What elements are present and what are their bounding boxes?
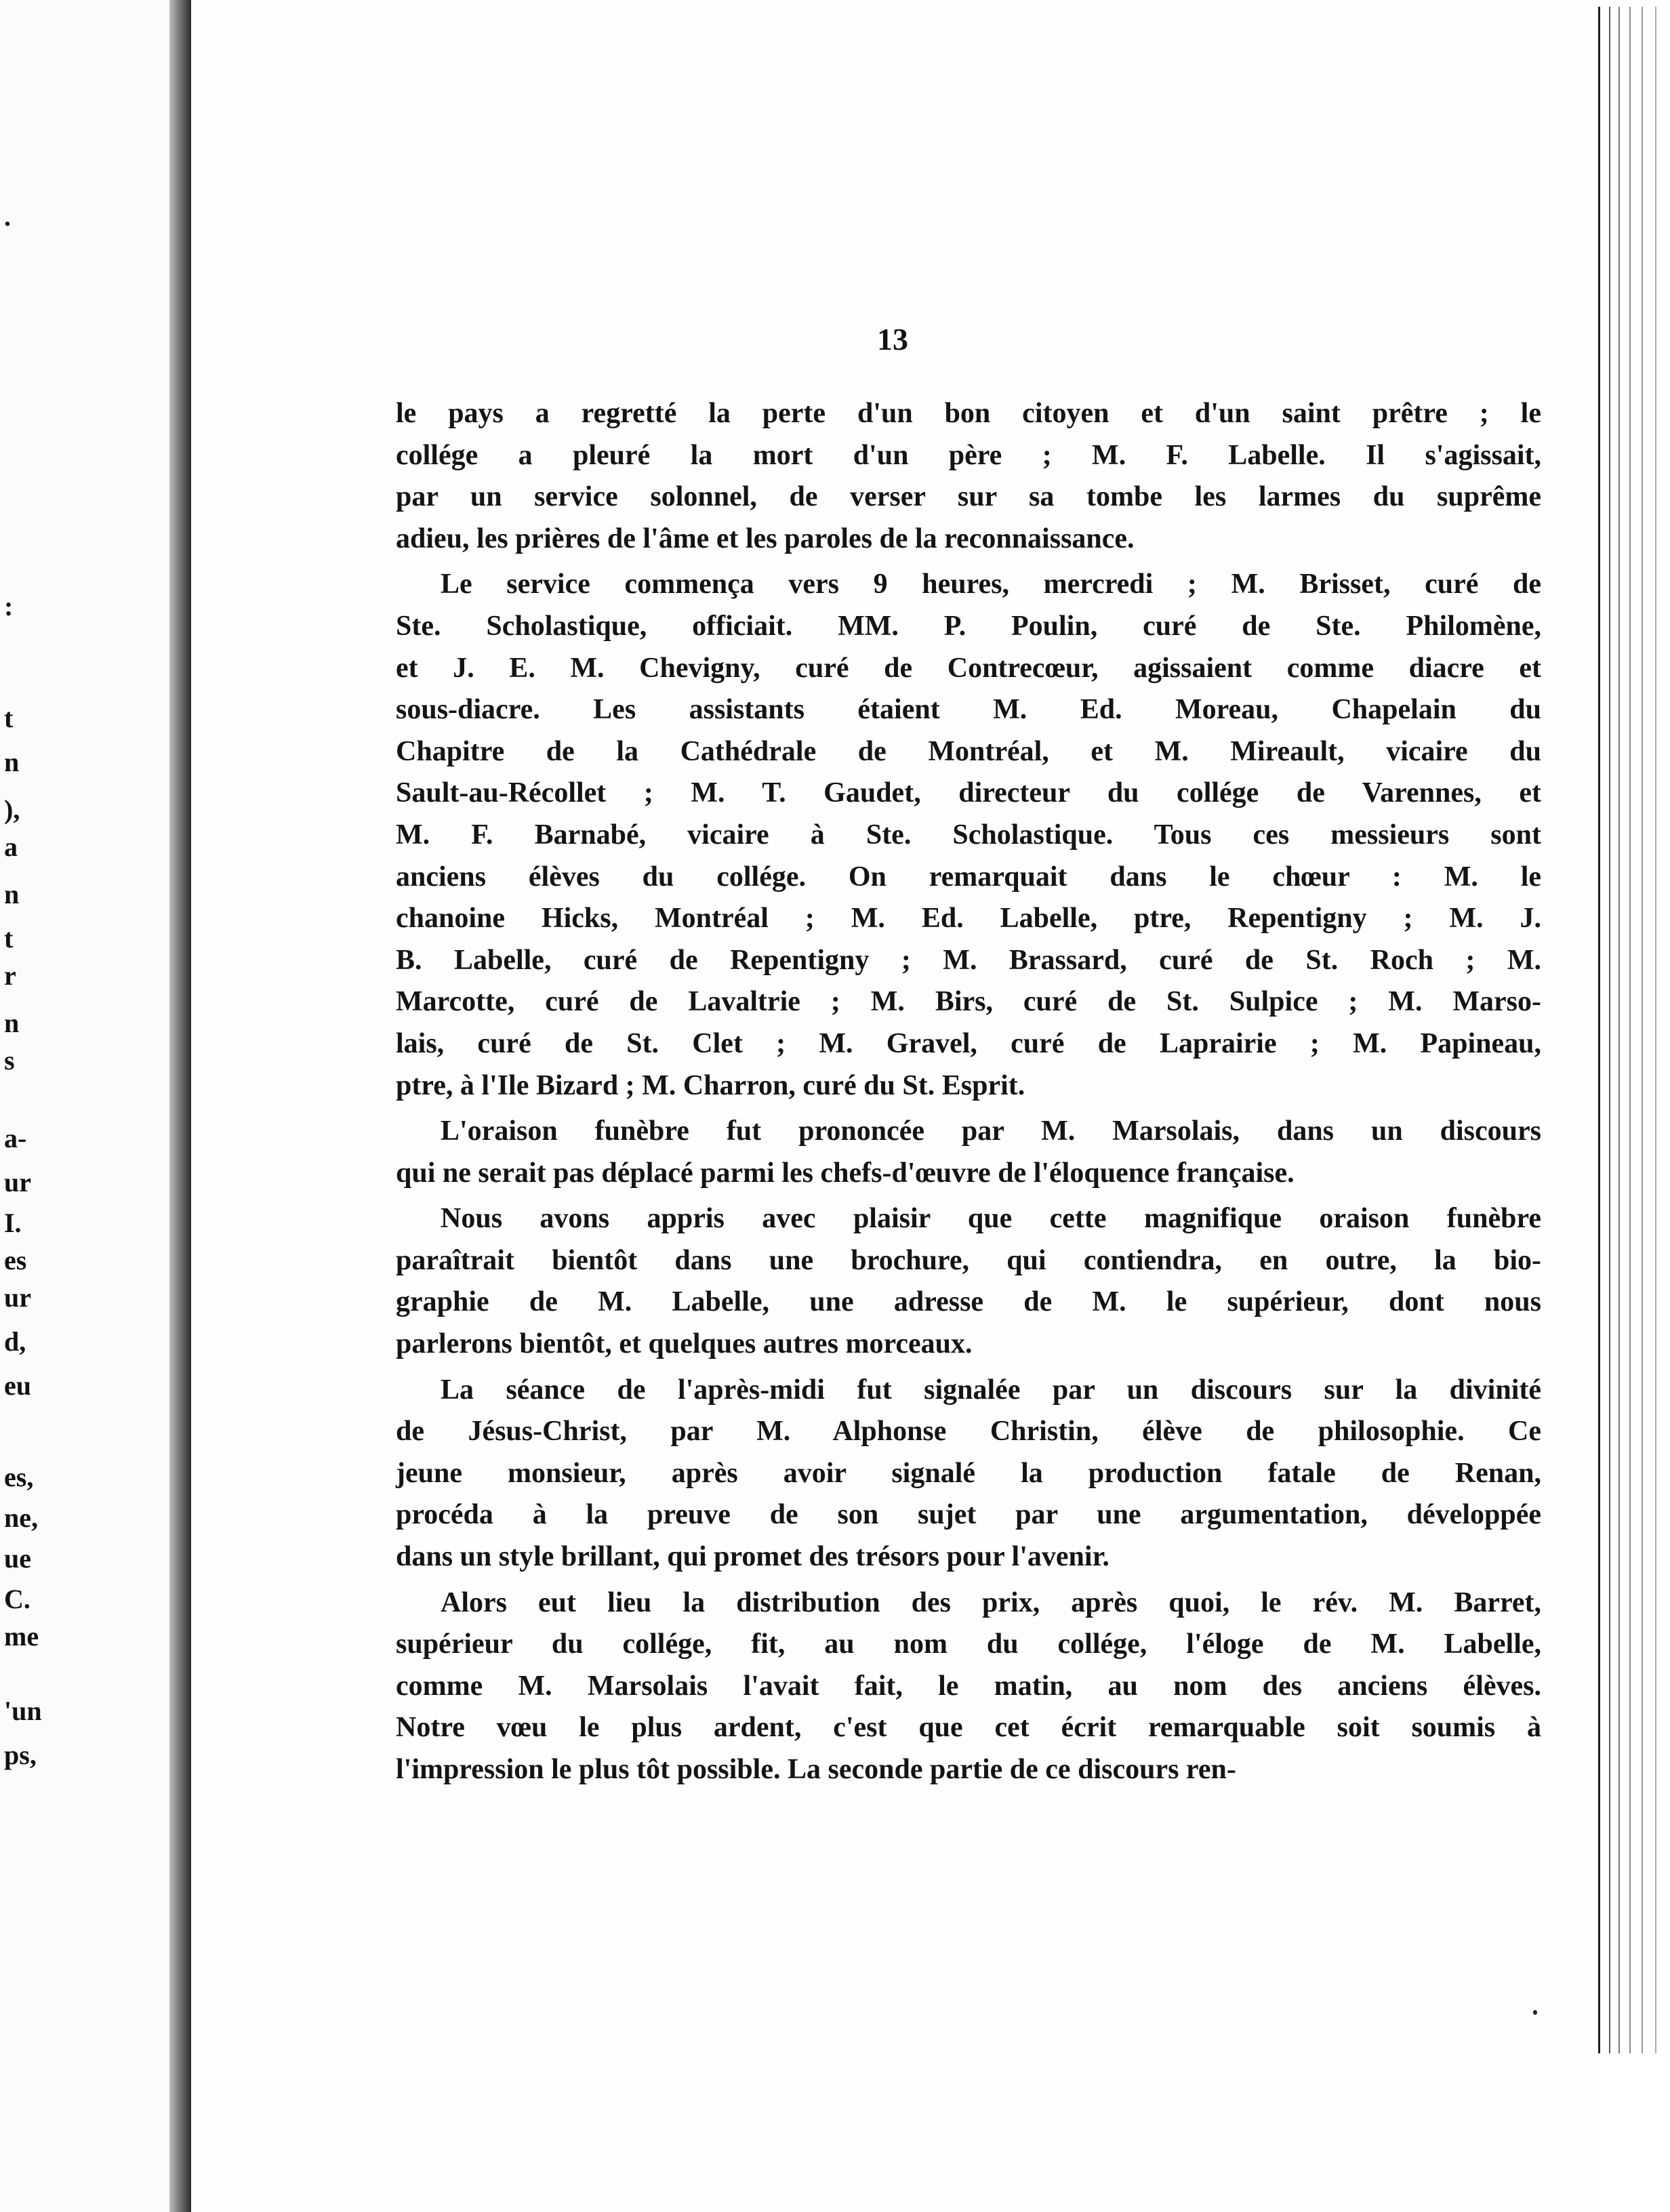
left-page-fragment: 'un (4, 1696, 42, 1726)
text-line: graphie de M. Labelle, une adresse de M. le supérieur, dont nous (396, 1286, 1541, 1318)
book-page (191, 0, 1594, 2212)
right-page-edges (1594, 0, 1670, 2212)
text-line: Chapitre de la Cathédrale de Montréal, et M. Mireault, vicaire du (396, 735, 1541, 767)
left-page-fragment: t (4, 923, 14, 954)
page-edge-line (1618, 7, 1620, 2053)
left-page-fragment: n (4, 747, 20, 777)
text-line: paraîtrait bientôt dans une brochure, qui contiendra, en outre, la bio- (396, 1244, 1541, 1276)
text-line: jeune monsieur, après avoir signalé la production fatale de Renan, (396, 1457, 1541, 1489)
left-page-fragment: n (4, 879, 20, 909)
page-edge-line (1655, 7, 1656, 2053)
paragraph (396, 1111, 1541, 1194)
ink-speck (1533, 2010, 1537, 2015)
left-page-fragment: es (4, 1245, 27, 1275)
text-line: chanoine Hicks, Montréal ; M. Ed. Labelle, ptre, Repentigny ; M. J. (396, 903, 1541, 935)
text-line: adieu, les prières de l'âme et les paroles de la reconnaissance. (396, 523, 1135, 554)
left-page-fragment: es, (4, 1462, 34, 1492)
text-line: lais, curé de St. Clet ; M. Gravel, curé de Laprairie ; M. Papineau, (396, 1027, 1541, 1059)
text-line: le pays a regretté la perte d'un bon citoyen et d'un saint prêtre ; le (396, 398, 1541, 429)
text-line: M. F. Barnabé, vicaire à Ste. Scholastique. Tous ces messieurs sont (396, 819, 1541, 851)
left-page-fragment: ne, (4, 1502, 38, 1533)
text-line: sous-diacre. Les assistants étaient M. Ed. Moreau, Chapelain du (396, 694, 1541, 726)
paragraph (396, 564, 1541, 1107)
page-number (191, 321, 1594, 357)
left-page-fragment: C. (4, 1584, 30, 1614)
left-page-fragment: ps, (4, 1740, 37, 1770)
text-line: dans un style brillant, qui promet des trésors pour l'avenir. (396, 1541, 1109, 1573)
page-edge-line (1598, 7, 1600, 2053)
left-page-fragment: eu (4, 1370, 31, 1401)
left-page-fragment: me (4, 1621, 39, 1652)
left-page-fragment: . (4, 201, 11, 232)
text-line: anciens élèves du collége. On remarquait dans le chœur : M. le (396, 861, 1541, 893)
left-page-fragment: a (4, 832, 18, 862)
left-page-fragment: s (4, 1045, 15, 1076)
page-number-text: 13 (877, 322, 908, 356)
page-edge-line (1609, 7, 1610, 2053)
paragraph (396, 1370, 1541, 1578)
text-line: comme M. Marsolais l'avait fait, le matin, au nom des anciens élèves. (396, 1670, 1541, 1702)
left-page-fragment: : (4, 591, 14, 621)
body-text (396, 393, 1541, 1795)
text-line: parlerons bientôt, et quelques autres morceaux. (396, 1328, 973, 1360)
text-line: ptre, à l'Ile Bizard ; M. Charron, curé du St. Esprit. (396, 1069, 1025, 1101)
left-page-fragment: ue (4, 1543, 31, 1574)
text-line: par un service solonnel, de verser sur sa tombe les larmes du suprême (396, 481, 1541, 513)
text-line: l'impression le plus tôt possible. La seconde partie de ce discours ren- (396, 1754, 1236, 1785)
left-page-fragment: d, (4, 1326, 26, 1357)
text-line: et J. E. M. Chevigny, curé de Contrecœur, agissaient comme diacre et (396, 652, 1541, 684)
text-line: collége a pleuré la mort d'un père ; M. F. Labelle. Il s'agissait, (396, 439, 1541, 471)
text-line: Sault-au-Récollet ; M. T. Gaudet, directeur du collége de Varennes, et (396, 777, 1541, 809)
paragraph (396, 1582, 1541, 1791)
text-line: La séance de l'après-midi fut signalée par un discours sur la divinité (441, 1374, 1541, 1406)
text-line: procéda à la preuve de son sujet par une argumentation, développée (396, 1499, 1541, 1531)
left-page-text-fragments (0, 0, 169, 2212)
text-line: Notre vœu le plus ardent, c'est que cet écrit remarquable soit soumis à (396, 1712, 1541, 1744)
page-edge-line (1642, 7, 1643, 2053)
left-page-fragment: t (4, 703, 14, 733)
paragraph (396, 393, 1541, 560)
text-line: Ste. Scholastique, officiait. MM. P. Poulin, curé de Ste. Philomène, (396, 610, 1541, 642)
left-page-fragment: ur (4, 1282, 31, 1313)
left-page-fragment: I. (4, 1208, 22, 1238)
page-edge-line (1629, 7, 1631, 2053)
text-line: Alors eut lieu la distribution des prix, après quoi, le rév. M. Barret, (441, 1586, 1541, 1618)
text-line: Le service commença vers 9 heures, mercredi ; M. Brisset, curé de (441, 569, 1541, 600)
left-page-fragment: n (4, 1008, 20, 1038)
left-page-fragment: ur (4, 1167, 31, 1197)
paragraph (396, 1198, 1541, 1365)
left-page-fragment: r (4, 960, 16, 991)
text-line: qui ne serait pas déplacé parmi les chefs-d'œuvre de l'éloquence française. (396, 1157, 1295, 1189)
left-page-fragment: a- (4, 1123, 27, 1153)
text-line: Nous avons appris avec plaisir que cette magnifique oraison funèbre (441, 1203, 1541, 1235)
text-line: L'oraison funèbre fut prononcée par M. Marsolais, dans un discours (441, 1115, 1541, 1147)
left-facing-page (0, 0, 182, 2212)
left-page-fragment: ), (4, 794, 20, 825)
text-line: supérieur du collége, fit, au nom du collége, l'éloge de M. Labelle, (396, 1629, 1541, 1660)
text-line: Marcotte, curé de Lavaltrie ; M. Birs, curé de St. Sulpice ; M. Marso- (396, 986, 1541, 1018)
text-line: B. Labelle, curé de Repentigny ; M. Brassard, curé de St. Roch ; M. (396, 944, 1541, 976)
text-line: de Jésus-Christ, par M. Alphonse Christin, élève de philosophie. Ce (396, 1416, 1541, 1448)
book-gutter (169, 0, 191, 2212)
